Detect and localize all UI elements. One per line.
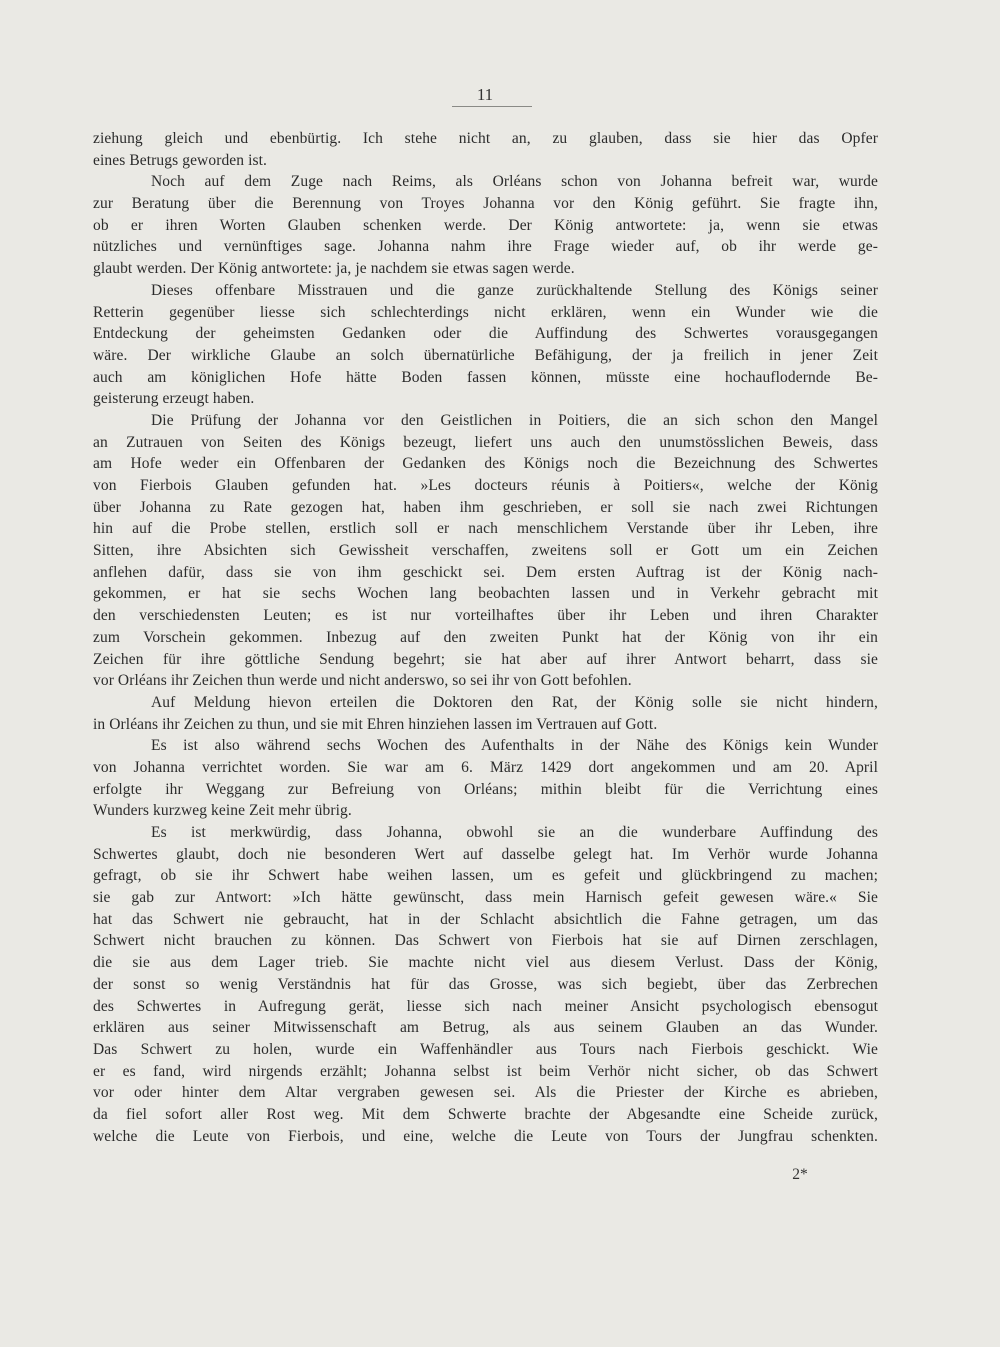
text-line: welche die Leute von Fierbois, und eine, welche die Leute von Tours der Jungfrau schenkten. (93, 1127, 878, 1145)
text-line: ziehung gleich und ebenbürtig. Ich stehe nicht an, zu glauben, dass sie hier das Opfer (93, 130, 878, 147)
text-line: er es fand, wird nirgends erzählt; Johanna selbst ist beim Verhör nicht sicher, ob das Schwert (93, 1062, 878, 1080)
signature-mark: 2* (792, 1166, 808, 1183)
body-text (93, 128, 878, 1147)
text-line: Es ist merkwürdig, dass Johanna, obwohl sie an die wunderbare Auffindung des (151, 824, 878, 841)
text-line: vor oder hinter dem Altar vergraben gewesen sei. Als die Priester der Kirche es abrieben, (93, 1084, 878, 1102)
page-number: 11 (476, 85, 494, 104)
text-line: glaubt werden. Der König antwortete: ja, je nachdem sie etwas sagen werde. (93, 260, 575, 278)
text-line: am Hofe weder ein Offenbaren der Gedanken des Königs noch die Bezeichnung des Schwertes (93, 455, 878, 473)
text-line: Noch auf dem Zuge nach Reims, als Orléans schon von Johanna befreit war, wurde (151, 173, 878, 191)
text-line: den verschiedensten Leuten; es ist nur vorteilhaftes über ihr Leben und ihren Charakter (93, 607, 878, 625)
text-line: Dieses offenbare Misstrauen und die ganze zurückhaltende Stellung des Königs seiner (151, 281, 878, 299)
text-line: Auf Meldung hievon erteilen die Doktoren den Rat, der König solle sie nicht hindern, (151, 693, 878, 711)
text-line: gefragt, ob sie ihr Schwert habe weihen lassen, um es gefeit und glückbringend zu machen; (93, 867, 878, 885)
text-line: Zeichen für ihre göttliche Sendung begehrt; sie hat aber auf ihrer Antwort beharrt, dass sie (93, 650, 878, 668)
text-line: vor Orléans ihr Zeichen thun werde und nicht anderswo, so sei ihr von Gott befohlen. (93, 672, 632, 690)
text-line: in Orléans ihr Zeichen zu thun, und sie mit Ehren hinziehen lassen im Vertrauen auf Gott. (93, 715, 658, 733)
text-line: hat das Schwert nie gebraucht, hat in der Schlacht absichtlich die Fahne getragen, um das (93, 910, 878, 928)
text-line: ob er ihren Worten Glauben schenken werde. Der König antwortete: ja, wenn sie etwas (93, 216, 878, 234)
text-line: eines Betrugs geworden ist. (93, 151, 268, 169)
text-line: auch am königlichen Hofe hätte Boden fassen können, müsste eine hochauflodernde Be- (93, 368, 878, 386)
text-line: gekommen, er hat sie sechs Wochen lang beobachten lassen und in Verkehr gebracht mit (93, 585, 878, 603)
text-line: Es ist also während sechs Wochen des Aufenthalts in der Nähe des Königs kein Wunder (151, 737, 878, 755)
text-line: Schwert nicht brauchen zu können. Das Schwert von Fierbois hat sie auf Dirnen zerschlagen, (93, 932, 878, 950)
text-line: Schwertes glaubt, doch nie besonderen Wert auf dasselbe gelegt hat. Im Verhör wurde Johanna (93, 845, 878, 863)
text-line: Retterin gegenüber liesse sich schlechterdings nicht erklären, wenn ein Wunder wie die (93, 303, 878, 321)
text-line: Entdeckung der geheimsten Gedanken oder die Auffindung des Schwertes vorausgegangen (93, 325, 878, 343)
text-line: von Fierbois Glauben gefunden hat. »Les docteurs réunis à Poitiers«, welche der König (93, 477, 878, 494)
text-line: über Johanna zu Rate gezogen hat, haben ihm geschrieben, er soll sie nach zwei Richtungen (93, 498, 878, 516)
text-line: sie gab zur Antwort: »Ich hätte gewünscht, dass mein Harnisch gefeit gewesen wäre.« Sie (93, 889, 878, 907)
text-line: hin auf die Probe stellen, erstlich soll er nach menschlichem Verstande über ihr Leben, ihre (93, 520, 878, 538)
text-line: Die Prüfung der Johanna vor den Geistlichen in Poitiers, die an sich schon den Mangel (151, 411, 878, 429)
text-line: erklären aus seiner Mitwissenschaft am Betrug, als aus seinem Glauben an das Wunder. (93, 1019, 878, 1037)
text-line: des Schwertes in Aufregung gerät, liesse sich nach meiner Ansicht psychologisch ebensogut (93, 997, 878, 1015)
text-line: wäre. Der wirkliche Glaube an solch übernatürliche Befähigung, der ja freilich in jener Zeit (93, 346, 878, 364)
text-line: zum Vorschein gekommen. Inbezug auf den zweiten Punkt hat der König von ihr ein (93, 628, 878, 646)
text-line: von Johanna verrichtet worden. Sie war am 6. März 1429 dort angekommen und am 20. April (93, 758, 878, 776)
page-number-rule (452, 106, 532, 107)
text-line: Wunders kurzweg keine Zeit mehr übrig. (93, 802, 352, 820)
text-line: zur Beratung über die Berennung von Troyes Johanna vor den König geführt. Sie fragte ihn, (93, 195, 878, 213)
text-line: nützliches und vernünftiges sage. Johanna nahm ihre Frage wieder auf, ob ihr werde ge- (93, 238, 878, 256)
text-line: erfolgte ihr Weggang zur Befreiung von Orléans; mithin bleibt für die Verrichtung eines (93, 780, 878, 798)
text-line: der sonst so wenig Verständnis hat für das Grosse, was sich begiebt, über das Zerbrechen (93, 975, 878, 993)
text-line: geisterung erzeugt haben. (93, 390, 255, 408)
text-line: an Zutrauen von Seiten des Königs bezeugt, liefert uns auch den unumstösslichen Beweis, dass (93, 433, 878, 451)
text-line: Sitten, ihre Absichten sich Gewissheit verschaffen, zweitens soll er Gott um ein Zeichen (93, 542, 878, 560)
text-line: Das Schwert zu holen, wurde ein Waffenhändler aus Tours nach Fierbois geschickt. Wie (93, 1040, 878, 1058)
text-line: die sie aus dem Lager trieb. Sie machte nicht viel aus diesem Verlust. Dass der König, (93, 954, 878, 972)
text-line: anflehen dafür, dass sie von ihm geschickt sei. Dem ersten Auftrag ist der König nach- (93, 563, 878, 581)
text-line: da fiel sofort aller Rost weg. Mit dem Schwerte brachte der Abgesandte eine Scheide zurück, (93, 1105, 878, 1123)
